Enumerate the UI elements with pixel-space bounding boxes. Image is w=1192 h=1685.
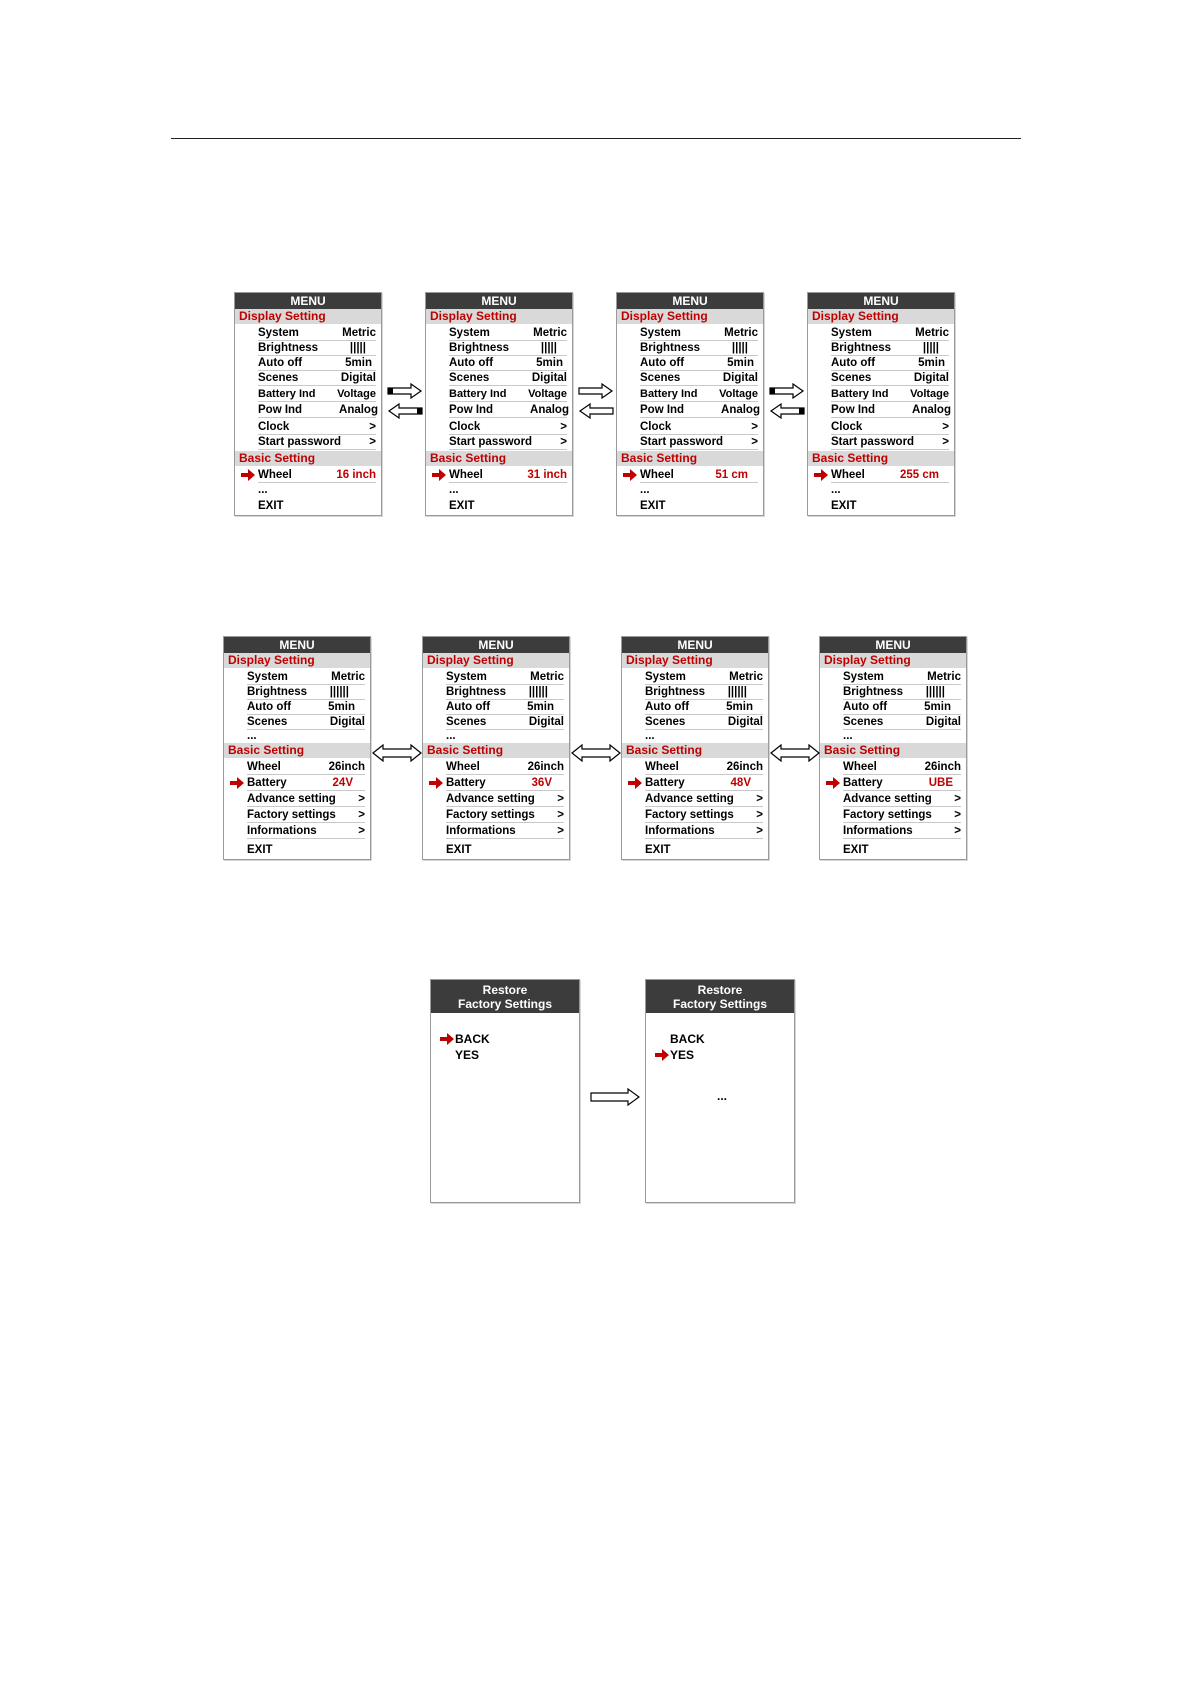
menu-row-exit[interactable]: EXIT (640, 500, 666, 512)
menu-row-system[interactable]: System Metric (446, 671, 564, 683)
menu-row-brightness[interactable]: Brightness ||||| (258, 341, 376, 356)
right-arrow-icon (590, 1088, 640, 1106)
restore-dialog-back-selected (430, 979, 580, 1203)
display-setting-section: Display Setting (617, 309, 763, 324)
menu-row-scenes[interactable]: Scenes Digital (843, 716, 961, 728)
menu-panel-battery-36v (422, 636, 570, 860)
menu-title: MENU (820, 637, 966, 653)
menu-row-system[interactable]: System Metric (258, 327, 376, 339)
menu-row-ellipsis: ... (258, 484, 268, 496)
menu-row-system[interactable]: System Metric (640, 327, 758, 339)
menu-row-wheel[interactable]: Wheel 26inch (645, 761, 763, 773)
menu-title: MENU (808, 293, 954, 309)
menu-row-scenes[interactable]: Scenes Digital (247, 716, 365, 728)
menu-row-exit[interactable]: EXIT (645, 844, 671, 856)
menu-row-clock[interactable]: Clock > (831, 421, 949, 433)
menu-row-advance-setting[interactable]: Advance setting > (645, 793, 763, 805)
menu-row-wheel[interactable]: Wheel 16 inch (258, 469, 376, 481)
menu-title: MENU (235, 293, 381, 309)
menu-row-pow-ind[interactable]: Pow Ind Analog (640, 404, 760, 416)
basic-setting-section: Basic Setting (808, 451, 954, 466)
selection-arrow-icon (241, 469, 255, 481)
menu-row-informations[interactable]: Informations > (247, 825, 365, 837)
menu-row-scenes[interactable]: Scenes Digital (645, 716, 763, 728)
menu-row-battery-ind[interactable]: Battery Ind Voltage (449, 388, 567, 400)
menu-row-scenes[interactable]: Scenes Digital (831, 372, 949, 384)
menu-row-exit[interactable]: EXIT (247, 844, 273, 856)
restore-dialog-yes-selected (645, 979, 795, 1203)
menu-row-auto-off[interactable]: Auto off 5min (258, 356, 376, 371)
menu-row-scenes[interactable]: Scenes Digital (258, 372, 376, 384)
menu-panel-wheel-255 (807, 292, 955, 516)
menu-row-advance-setting[interactable]: Advance setting > (446, 793, 564, 805)
menu-row-pow-ind[interactable]: Pow Ind Analog (831, 404, 951, 416)
menu-row-clock[interactable]: Clock > (258, 421, 376, 433)
menu-row-battery[interactable]: Battery 36V (446, 776, 564, 791)
menu-row-auto-off[interactable]: Auto off 5min (645, 700, 763, 715)
menu-row-brightness[interactable]: Brightness ||||| (449, 341, 567, 356)
menu-row-wheel[interactable]: Wheel 26inch (843, 761, 961, 773)
menu-row-brightness[interactable]: Brightness ||||| (640, 341, 758, 356)
dialog-title: Restore Factory Settings (646, 980, 794, 1013)
menu-row-exit[interactable]: EXIT (843, 844, 869, 856)
menu-panel-battery-ube (819, 636, 967, 860)
menu-row-battery-ind[interactable]: Battery Ind Voltage (831, 388, 949, 400)
menu-panel-wheel-51 (616, 292, 764, 516)
menu-row-ellipsis: ... (640, 484, 650, 496)
menu-row-factory-settings[interactable]: Factory settings > (645, 809, 763, 821)
double-arrow-icon (770, 744, 820, 762)
menu-row-system[interactable]: System Metric (645, 671, 763, 683)
menu-row-ellipsis: ... (843, 730, 853, 742)
menu-row-advance-setting[interactable]: Advance setting > (843, 793, 961, 805)
selection-arrow-icon (628, 777, 642, 789)
menu-row-informations[interactable]: Informations > (645, 825, 763, 837)
menu-row-exit[interactable]: EXIT (446, 844, 472, 856)
menu-panel-wheel-16 (234, 292, 382, 516)
menu-row-informations[interactable]: Informations > (843, 825, 961, 837)
display-setting-section: Display Setting (235, 309, 381, 324)
yes-option[interactable]: YES (670, 1048, 695, 1062)
basic-setting-section: Basic Setting (426, 451, 572, 466)
basic-setting-section: Basic Setting (224, 743, 370, 758)
selection-arrow-icon (826, 777, 840, 789)
menu-row-auto-off[interactable]: Auto off 5min (843, 700, 961, 715)
menu-row-ellipsis: ... (446, 730, 456, 742)
menu-row-factory-settings[interactable]: Factory settings > (247, 809, 365, 821)
menu-row-scenes[interactable]: Scenes Digital (640, 372, 758, 384)
menu-row-informations[interactable]: Informations > (446, 825, 564, 837)
menu-title: MENU (224, 637, 370, 653)
display-setting-section: Display Setting (808, 309, 954, 324)
menu-row-brightness[interactable]: Brightness |||||| (247, 685, 365, 700)
menu-row-system[interactable]: System Metric (831, 327, 949, 339)
menu-row-wheel[interactable]: Wheel 26inch (247, 761, 365, 773)
menu-row-clock[interactable]: Clock > (449, 421, 567, 433)
selection-arrow-icon (432, 469, 446, 481)
basic-setting-section: Basic Setting (617, 451, 763, 466)
selection-arrow-icon (814, 469, 828, 481)
menu-row-ellipsis: ... (645, 730, 655, 742)
selection-arrow-icon (623, 469, 637, 481)
cycle-forward-backward-arrows-icon (578, 383, 614, 421)
menu-row-auto-off[interactable]: Auto off 5min (640, 356, 758, 371)
menu-row-start-password[interactable]: Start password > (258, 436, 376, 448)
display-setting-section: Display Setting (426, 309, 572, 324)
cycle-forward-backward-arrows-icon (769, 383, 805, 421)
menu-row-ellipsis: ... (831, 484, 841, 496)
menu-row-battery[interactable]: Battery UBE (843, 776, 961, 791)
menu-row-wheel[interactable]: Wheel 31 inch (449, 469, 567, 481)
menu-row-advance-setting[interactable]: Advance setting > (247, 793, 365, 805)
double-arrow-icon (571, 744, 621, 762)
menu-row-exit[interactable]: EXIT (449, 500, 475, 512)
yes-option[interactable]: YES (455, 1048, 480, 1062)
menu-title: MENU (426, 293, 572, 309)
display-setting-section: Display Setting (224, 653, 370, 668)
menu-row-wheel[interactable]: Wheel 255 cm (831, 468, 949, 483)
menu-row-factory-settings[interactable]: Factory settings > (446, 809, 564, 821)
menu-row-brightness[interactable]: Brightness |||||| (843, 685, 961, 700)
menu-row-exit[interactable]: EXIT (831, 500, 857, 512)
menu-row-auto-off[interactable]: Auto off 5min (449, 356, 567, 371)
basic-setting-section: Basic Setting (820, 743, 966, 758)
menu-row-exit[interactable]: EXIT (258, 500, 284, 512)
selection-arrow-icon (429, 777, 443, 789)
cycle-forward-backward-arrows-icon (387, 383, 423, 421)
processing-ellipsis: ... (717, 1089, 728, 1103)
menu-row-brightness[interactable]: Brightness |||||| (645, 685, 763, 700)
menu-row-system[interactable]: System Metric (247, 671, 365, 683)
menu-row-scenes[interactable]: Scenes Digital (446, 716, 564, 728)
back-option[interactable]: BACK (670, 1032, 705, 1046)
menu-title: MENU (423, 637, 569, 653)
menu-row-scenes[interactable]: Scenes Digital (449, 372, 567, 384)
menu-row-clock[interactable]: Clock > (640, 421, 758, 433)
menu-row-wheel[interactable]: Wheel 51 cm (640, 468, 758, 483)
selection-arrow-icon (655, 1049, 669, 1061)
menu-row-start-password[interactable]: Start password > (831, 436, 949, 448)
menu-row-system[interactable]: System Metric (449, 327, 567, 339)
display-setting-section: Display Setting (622, 653, 768, 668)
back-option[interactable]: BACK (455, 1032, 490, 1046)
basic-setting-section: Basic Setting (622, 743, 768, 758)
basic-setting-section: Basic Setting (235, 451, 381, 466)
menu-row-factory-settings[interactable]: Factory settings > (843, 809, 961, 821)
dialog-title: Restore Factory Settings (431, 980, 579, 1013)
menu-panel-battery-48v (621, 636, 769, 860)
menu-row-ellipsis: ... (247, 730, 257, 742)
selection-arrow-icon (230, 777, 244, 789)
menu-title: MENU (622, 637, 768, 653)
menu-row-auto-off[interactable]: Auto off 5min (247, 700, 365, 715)
menu-row-brightness[interactable]: Brightness |||||| (446, 685, 564, 700)
menu-row-battery-ind[interactable]: Battery Ind Voltage (640, 388, 758, 400)
menu-row-auto-off[interactable]: Auto off 5min (446, 700, 564, 715)
menu-row-battery-ind[interactable]: Battery Ind Voltage (258, 388, 376, 400)
basic-setting-section: Basic Setting (423, 743, 569, 758)
menu-panel-battery-24v (223, 636, 371, 860)
menu-panel-wheel-31 (425, 292, 573, 516)
menu-row-pow-ind[interactable]: Pow Ind Analog (258, 404, 378, 416)
menu-title: MENU (617, 293, 763, 309)
menu-row-battery[interactable]: Battery 48V (645, 776, 763, 791)
double-arrow-icon (372, 744, 422, 762)
menu-row-auto-off[interactable]: Auto off 5min (831, 356, 949, 371)
menu-row-wheel[interactable]: Wheel 26inch (446, 761, 564, 773)
display-setting-section: Display Setting (820, 653, 966, 668)
menu-row-system[interactable]: System Metric (843, 671, 961, 683)
menu-row-start-password[interactable]: Start password > (640, 436, 758, 448)
menu-row-pow-ind[interactable]: Pow Ind Analog (449, 404, 569, 416)
menu-row-brightness[interactable]: Brightness ||||| (831, 341, 949, 356)
display-setting-section: Display Setting (423, 653, 569, 668)
menu-row-battery[interactable]: Battery 24V (247, 776, 365, 791)
menu-row-ellipsis: ... (449, 484, 459, 496)
menu-row-start-password[interactable]: Start password > (449, 436, 567, 448)
page-header-rule (171, 138, 1021, 139)
selection-arrow-icon (440, 1033, 454, 1045)
